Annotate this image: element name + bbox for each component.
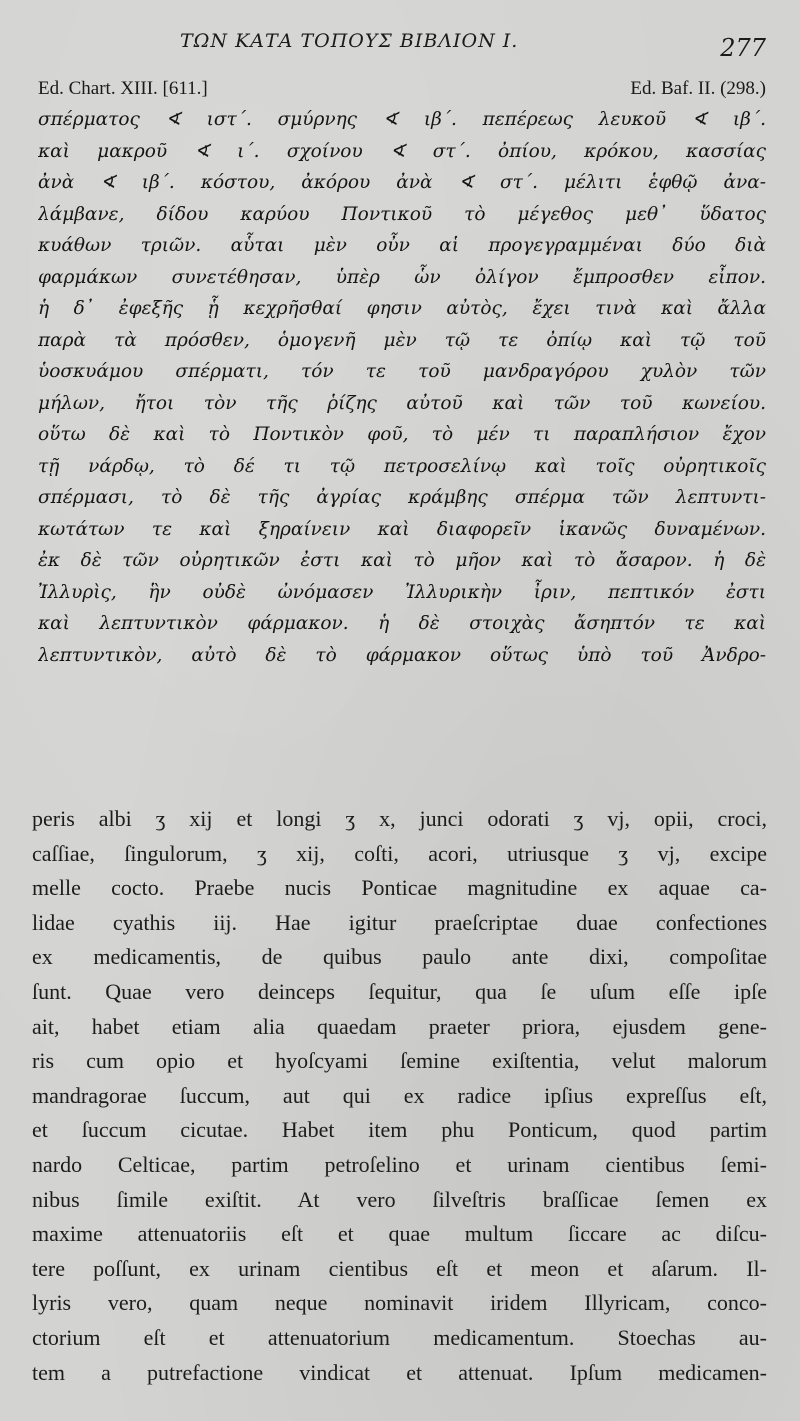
latin-line: ex medicamentis, de quibus paulo ante dixi, compoſitae [32,944,767,970]
latin-line: melle cocto. Praebe nucis Ponticae magnitudine ex aquae ca- [32,875,767,901]
latin-text-block [32,802,767,1390]
latin-line: tem a putrefactione vindicat et attenuat. Ipſum medicamen- [32,1359,767,1385]
latin-line: et ſuccum cicutae. Habet item phu Ponticum, quod partim [32,1117,767,1143]
greek-line: λάμβανε, δίδου καρύου Ποντικοῦ τὸ μέγεθος μεθ᾽ ὕδατος [38,203,766,225]
running-head: ΤΩΝ ΚΑΤΑ ΤΟΠΟΥΣ ΒΙΒΛΙΟΝ Ι. [180,30,519,52]
latin-line: peris albi ʒ xij et longi ʒ x, junci odorati ʒ vj, opii, croci, [32,806,767,831]
greek-line: καὶ λεπτυντικὸν φάρμακον. ἡ δὲ στοιχὰς ἄσηπτόν τε καὶ [38,613,766,634]
latin-line: maxime attenuatoriis eſt et quae multum ſiccare ac diſcu- [32,1221,767,1247]
latin-line: lidae cyathis iij. Hae igitur praeſcriptae duae confectiones [32,909,767,935]
latin-line: ſunt. Quae vero deinceps ſequitur, qua ſe uſum eſſe ipſe [32,978,767,1004]
greek-line: σπέρματος ∢ ιστ΄. σμύρνης ∢ ιβ΄. πεπέρεως λευκοῦ ∢ ιβ΄. [38,109,766,130]
greek-line: κωτάτων τε καὶ ξηραίνειν καὶ διαφορεῖν ἱκανῶς δυναμένων. [38,518,766,540]
greek-line: Ἰλλυρὶς, ἣν οὐδὲ ὠνόμασεν Ἰλλυρικὴν ἶριν, πεπτικόν ἐστι [38,581,766,603]
latin-line: tere poſſunt, ex urinam cientibus eſt et meon et aſarum. Il- [32,1255,767,1281]
latin-line: ctorium eſt et attenuatorium medicamentum. Stoechas au- [32,1324,767,1350]
page-number: 277 [720,34,766,62]
greek-text-block [38,104,766,671]
latin-line: caſſiae, ſingulorum, ʒ xij, coſti, acori, utriusque ʒ vj, excipe [32,840,767,866]
edition-chartier: Ed. Chart. XIII. [611.] [38,78,208,99]
greek-line: παρὰ τὰ πρόσθεν, ὁμογενῆ μὲν τῷ τε ὀπίῳ καὶ τῷ τοῦ [38,329,766,351]
greek-line: φαρμάκων συνετέθησαν, ὑπὲρ ὧν ὀλίγον ἔμπροσθεν εἶπον. [38,266,766,288]
latin-line: nibus ſimile exiſtit. At vero ſilveſtris braſſicae ſemen ex [32,1186,767,1212]
greek-line: ἐκ δὲ τῶν οὐρητικῶν ἐστι καὶ τὸ μῆον καὶ τὸ ἄσαρον. ἡ δὲ [38,550,766,571]
latin-line: nardo Celticae, partim petroſelino et urinam cientibus ſemi- [32,1151,767,1177]
latin-line: mandragorae ſuccum, aut qui ex radice ipſius expreſſus eſt, [32,1082,767,1108]
greek-line: τῇ νάρδῳ, τὸ δέ τι τῷ πετροσελίνῳ καὶ τοῖς οὐρητικοῖς [38,455,766,477]
greek-line: καὶ μακροῦ ∢ ι΄. σχοίνου ∢ στ΄. ὀπίου, κρόκου, κασσίας [38,140,766,162]
greek-line: ἀνὰ ∢ ιβ΄. κόστου, ἀκόρου ἀνὰ ∢ στ΄. μέλιτι ἑφθῷ ἀνα- [38,172,766,193]
edition-basel: Ed. Baf. II. (298.) [630,78,766,99]
greek-line: οὕτω δὲ καὶ τὸ Ποντικὸν φοῦ, τὸ μέν τι παραπλήσιον ἔχον [38,424,766,445]
greek-line: λεπτυντικὸν, αὐτὸ δὲ τὸ φάρμακον οὕτως ὑπὸ τοῦ Ἀνδρο- [38,644,766,666]
greek-line: ἡ δ᾽ ἐφεξῆς ᾗ κεχρῆσθαί φησιν αὐτὸς, ἔχει τινὰ καὶ ἄλλα [38,298,766,319]
greek-line: μήλων, ἤτοι τὸν τῆς ῥίζης αὐτοῦ καὶ τῶν τοῦ κωνείου. [38,392,766,414]
latin-line: ait, habet etiam alia quaedam praeter priora, ejusdem gene- [32,1013,767,1039]
greek-line: κυάθων τριῶν. αὗται μὲν οὖν αἱ προγεγραμμέναι δύο διὰ [38,235,766,256]
latin-line: ris cum opio et hyoſcyami ſemine exiſtentia, velut malorum [32,1048,767,1074]
greek-line: σπέρμασι, τὸ δὲ τῆς ἀγρίας κράμβης σπέρμα τῶν λεπτυντι- [38,487,766,508]
greek-line: ὑοσκυάμου σπέρματι, τόν τε τοῦ μανδραγόρου χυλὸν τῶν [38,361,766,382]
latin-line: lyris vero, quam neque nominavit iridem Illyricam, conco- [32,1290,767,1316]
